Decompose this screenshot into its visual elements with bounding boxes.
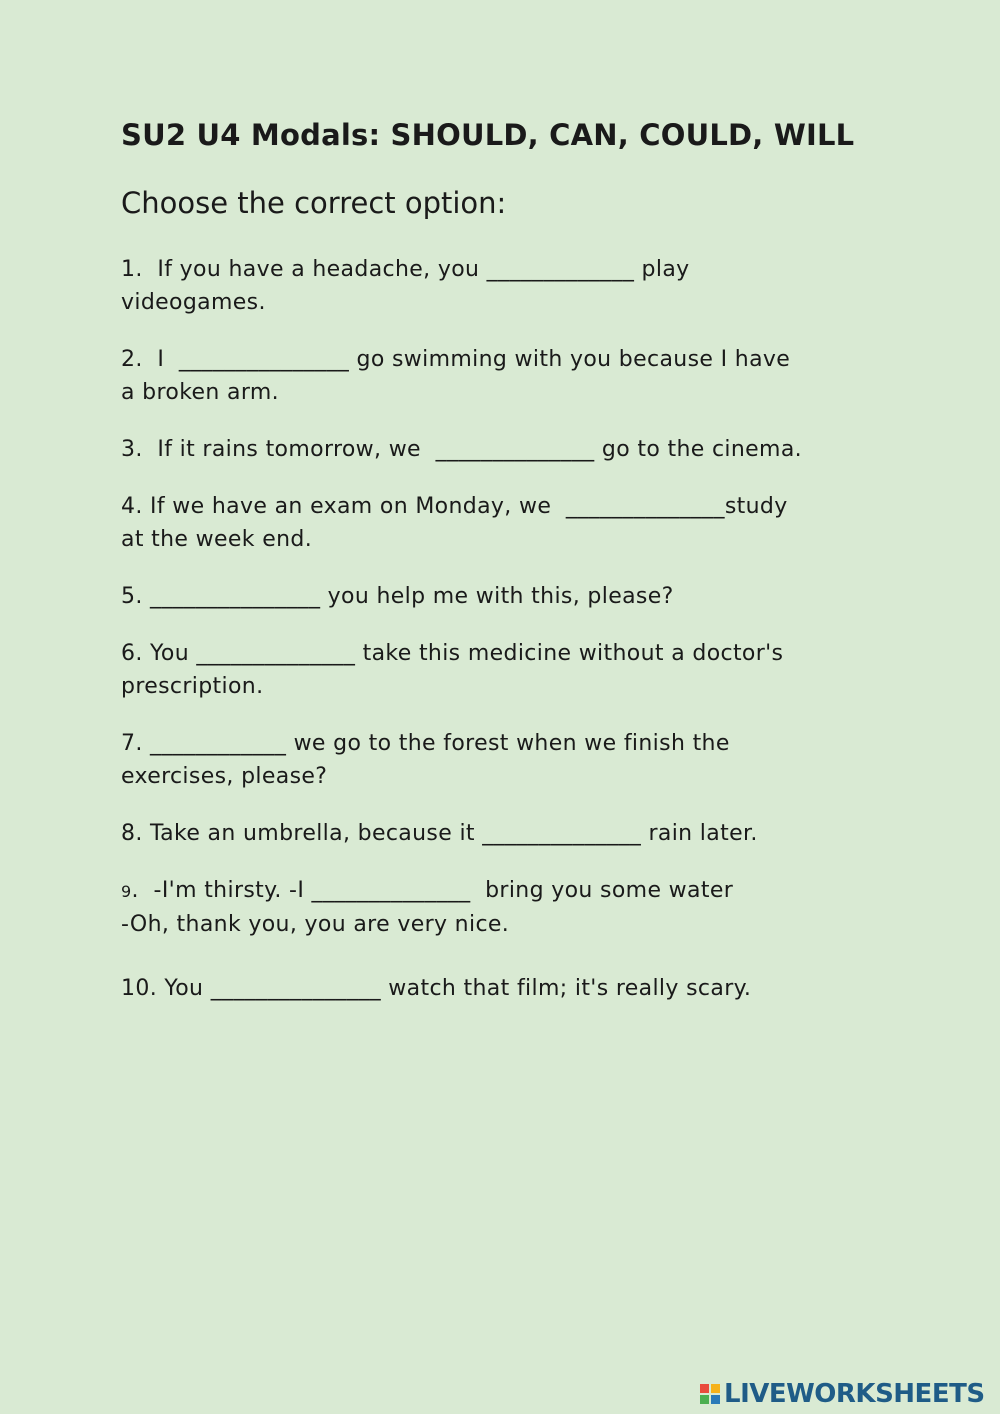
question-text: take this medicine without a doctor's bbox=[355, 641, 784, 666]
question-5 bbox=[121, 580, 674, 613]
question-text: rain later. bbox=[641, 821, 758, 846]
answer-blank-1[interactable]: _____________ bbox=[486, 257, 635, 282]
question-text: 6. You bbox=[121, 641, 197, 666]
answer-blank-8[interactable]: ______________ bbox=[482, 821, 642, 846]
question-text: 5. bbox=[121, 584, 151, 609]
worksheet-title: SU2 U4 Modals: SHOULD, CAN, COULD, WILL bbox=[121, 118, 855, 152]
question-number: 9 bbox=[121, 882, 132, 901]
answer-blank-3[interactable]: ______________ bbox=[435, 437, 595, 462]
question-text: -Oh, thank you, you are very nice. bbox=[121, 912, 510, 937]
question-text: videogames. bbox=[121, 290, 266, 315]
question-text: bring you some water bbox=[470, 878, 734, 903]
question-text: watch that film; it's really scary. bbox=[380, 976, 752, 1001]
question-text: exercises, please? bbox=[121, 764, 328, 789]
answer-blank-2[interactable]: _______________ bbox=[178, 347, 350, 372]
liveworksheets-logo-icon bbox=[699, 1383, 721, 1405]
question-text: go to the cinema. bbox=[594, 437, 803, 462]
question-6 bbox=[121, 637, 783, 703]
question-text: at the week end. bbox=[121, 527, 313, 552]
answer-blank-4[interactable]: ______________ bbox=[565, 494, 725, 519]
answer-blank-7[interactable]: ____________ bbox=[150, 731, 287, 756]
question-text: we go to the forest when we finish the bbox=[286, 731, 730, 756]
question-text: 3. If it rains tomorrow, we bbox=[121, 437, 436, 462]
question-text: go swimming with you because I have bbox=[349, 347, 791, 372]
answer-blank-10[interactable]: _______________ bbox=[210, 976, 381, 1001]
question-10 bbox=[121, 972, 751, 1005]
logo-text: LIVEWORKSHEETS bbox=[724, 1379, 985, 1409]
question-text: a broken arm. bbox=[121, 380, 280, 405]
question-8 bbox=[121, 817, 758, 850]
logo-icon-tile bbox=[699, 1394, 710, 1405]
question-2 bbox=[121, 343, 790, 409]
answer-blank-6[interactable]: ______________ bbox=[196, 641, 356, 666]
question-text: 1. If you have a headache, you bbox=[121, 257, 487, 282]
instructions: Choose the correct option: bbox=[121, 186, 507, 220]
question-text: 7. bbox=[121, 731, 151, 756]
question-4 bbox=[121, 490, 788, 556]
question-text: 10. You bbox=[121, 976, 211, 1001]
question-text: 4. If we have an exam on Monday, we bbox=[121, 494, 566, 519]
question-7 bbox=[121, 727, 730, 793]
liveworksheets-logo bbox=[699, 1378, 985, 1410]
logo-icon-tile bbox=[699, 1383, 710, 1394]
question-1 bbox=[121, 253, 690, 319]
question-text: you help me with this, please? bbox=[320, 584, 674, 609]
question-text: play bbox=[634, 257, 690, 282]
question-3 bbox=[121, 433, 802, 466]
logo-icon-tile bbox=[710, 1394, 721, 1405]
answer-blank-5[interactable]: _______________ bbox=[150, 584, 321, 609]
answer-blank-9[interactable]: ______________ bbox=[311, 878, 471, 903]
question-text: 8. Take an umbrella, because it bbox=[121, 821, 483, 846]
logo-icon-tile bbox=[710, 1383, 721, 1394]
question-text: prescription. bbox=[121, 674, 264, 699]
question-9 bbox=[121, 874, 733, 941]
question-text: . -I'm thirsty. -I bbox=[131, 878, 312, 903]
question-text: 2. I bbox=[121, 347, 179, 372]
question-text: study bbox=[724, 494, 788, 519]
